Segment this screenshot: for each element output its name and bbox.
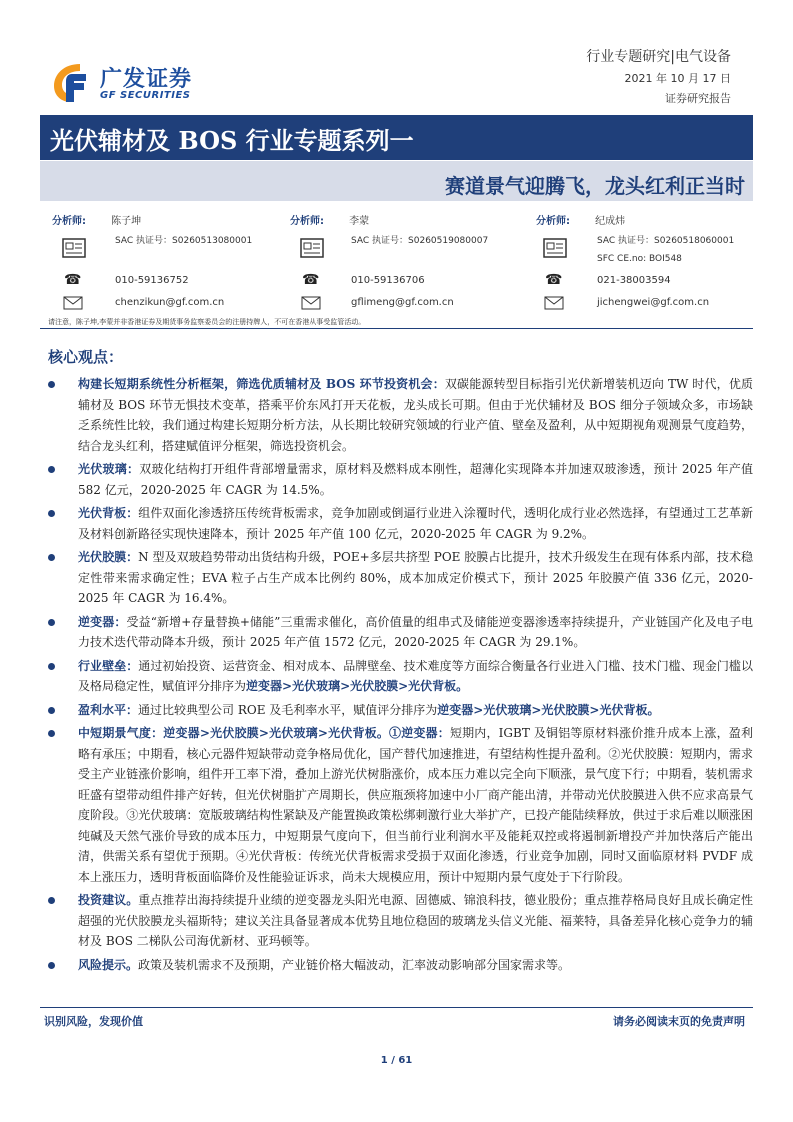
footer-slogan: 识别风险，发现价值 (44, 1015, 143, 1028)
analyst-sac: SAC 执证号：S0260518060001 (597, 236, 735, 246)
list-item: 光伏玻璃：双玻化结构打开组件背部增量需求，原材料及燃料成本刚性，超薄化实现降本并加速双玻渗透，预计 2025 年产值 582 亿元，2020-2025 年 CAGR 为 14.5%。 (48, 459, 753, 500)
gf-logo-icon (50, 60, 94, 104)
logo-text-en: GF SECURITIES (100, 90, 191, 101)
phone-icon: ☎ (545, 272, 563, 288)
analyst-block-1 (52, 209, 141, 228)
analyst-sfc: SFC CE.no: BOI548 (597, 254, 682, 264)
bullet-icon (48, 619, 55, 626)
bullet-icon (48, 730, 55, 737)
phone-icon: ☎ (302, 272, 320, 288)
analyst-phone: 021-38003594 (597, 275, 671, 286)
footer-divider (40, 1007, 753, 1008)
list-item: 构建长短期系统性分析框架，筛选优质辅材及 BOS 环节投资机会：双碳能源转型目标指引光伏新增装机迈向 TW 时代，优质辅材及 BOS 环节无惧技术变革，搭乘平价东风打开天花板，龙头成长可期。但由于光伏辅材及 BOS 细分子领域众多，市场缺乏系统性比较，我们通过构建长短期分析方法，从长期比较研究领域的行业产值、壁垒及盈利，从中短期视角观测景气度趋势，结合龙头红利，搭建赋值评分框架，筛选投资机会。 (48, 374, 753, 456)
list-item: 盈利水平：通过比较典型公司 ROE 及毛利率水平，赋值评分排序为逆变器>光伏玻璃>光伏胶膜>光伏背板。 (48, 700, 753, 721)
bullet-icon (48, 554, 55, 561)
analyst-label: 分析师: (52, 216, 86, 227)
analyst-block-2 (290, 209, 369, 228)
analyst-email[interactable]: chenzikun@gf.com.cn (115, 297, 225, 308)
list-item: 投资建议。重点推荐出海持续提升业绩的逆变器龙头阳光电源、固德威、锦浪科技，德业股份；重点推荐格局良好且成长确定性超强的光伏胶膜龙头福斯特；建议关注具备显著成本优势且地位稳固的玻璃龙头信义光能、福莱特，具备差异化核心竞争力的辅材及 BOS 二梯队公司海优新材、亚玛顿等。 (48, 890, 753, 952)
analyst-sac: SAC 执证号：S0260519080007 (351, 236, 489, 246)
page-number: 1 / 61 (380, 1055, 413, 1066)
certificate-icon (543, 238, 567, 258)
analyst-phone: 010-59136706 (351, 275, 425, 286)
logo-text: 广发证券 (100, 67, 193, 92)
mail-icon (544, 296, 564, 310)
analyst-email[interactable]: gflimeng@gf.com.cn (351, 297, 454, 308)
report-date: 2021 年 10 月 17 日 (624, 72, 731, 85)
phone-icon: ☎ (64, 272, 82, 288)
analyst-block-3 (536, 209, 625, 228)
certificate-icon (62, 238, 86, 258)
analyst-email[interactable]: jichengwei@gf.com.cn (597, 297, 710, 308)
section-title: 核心观点： (48, 348, 124, 366)
list-item: 中短期景气度：逆变器>光伏胶膜>光伏玻璃>光伏背板。①逆变器：短期内，IGBT 及铜铝等原材料涨价推升成本上涨，盈利略有承压；中期看，核心元器件短缺带动竞争格局优化，国产替代加速推进，有望结构性提升盈利。②光伏胶膜：短期内，需求受主产业链涨价影响，组件开工率下滑，叠加上游光伏树脂涨价，成本压力难以完全向下顺涨，景气度下行；中期看，装机需求旺盛有望带动组件排产好转，但光伏树脂扩产周期长，供应瓶颈将加速中小厂商产能出清，并带动光伏胶膜进入供不应求高景气度阶段。③光伏玻璃：宽版玻璃结构性紧缺及产能置换政策松绑刺激行业大举扩产，已投产能陆续释放，供过于求后难以顺涨困纯碱及天然气涨价导致的成本压力，中短期景气度向下，但当前行业利润水平及能耗双控或将遏制新增投产并加快落后产能出清，供需关系有望优于预期。④光伏背板：传统光伏背板需求受损于双面化渗透，行业竞争加剧，同时又面临原材料 PVDF 成本上涨压力，透明背板面临降价及性能验证诉求，尚未大规模应用，预计中短期内景气度处于下行阶段。 (48, 723, 753, 887)
footer-disclaimer-link[interactable]: 请务必阅读末页的免责声明 (613, 1015, 745, 1028)
list-item: 逆变器：受益“新增+存量替换+储能”三重需求催化，高价值量的组串式及储能逆变器渗透率持续提升，产业链国产化及电子电力技术迭代带动降本升级，预计 2025 年产值 1572 亿元，2020-2025 年 CAGR 为 29.1%。 (48, 612, 753, 653)
analyst-label: 分析师: (536, 216, 570, 227)
list-item: 行业壁垒：通过初始投资、运营资金、相对成本、品牌壁垒、技术难度等方面综合衡量各行业进入门槛、技术门槛、现金门槛以及格局稳定性，赋值评分排序为逆变器>光伏玻璃>光伏胶膜>光伏背板。 (48, 656, 753, 697)
page-title: 光伏辅材及 BOS 行业专题系列一 (50, 126, 414, 155)
bullet-icon (48, 381, 55, 388)
disclaimer: 请注意，陈子坤,李蒙并非香港证券及期货事务监察委员会的注册持牌人，不可在香港从事受监管活动。 (48, 318, 366, 326)
list-item: 光伏背板：组件双面化渗透挤压传统背板需求，竞争加剧或倒逼行业进入涂覆时代，透明化成行业必然选择，有望通过工艺革新及材料创新路径实现快速降本，预计 2025 年产值 100 亿元，2020-2025 年 CAGR 为 9.2%。 (48, 503, 753, 544)
analyst-name: 纪成炜 (595, 216, 626, 227)
bullet-icon (48, 897, 55, 904)
mail-icon (63, 296, 83, 310)
analyst-name: 李蒙 (349, 216, 370, 227)
bullet-list (48, 374, 753, 978)
list-item: 风险提示。政策及装机需求不及预期，产业链价格大幅波动，汇率波动影响部分国家需求等。 (48, 955, 753, 976)
divider (40, 328, 753, 329)
certificate-icon (300, 238, 324, 258)
bullet-icon (48, 663, 55, 670)
page-subtitle: 赛道景气迎腾飞，龙头红利正当时 (445, 174, 745, 198)
bullet-icon (48, 466, 55, 473)
analyst-name: 陈子坤 (111, 216, 142, 227)
bullet-icon (48, 707, 55, 714)
report-category: 行业专题研究|电气设备 (586, 49, 731, 65)
analyst-sac: SAC 执证号：S0260513080001 (115, 236, 253, 246)
analyst-label: 分析师: (290, 216, 324, 227)
bullet-icon (48, 510, 55, 517)
mail-icon (301, 296, 321, 310)
analyst-phone: 010-59136752 (115, 275, 189, 286)
report-type: 证券研究报告 (665, 92, 731, 105)
list-item: 光伏胶膜：N 型及双玻趋势带动出货结构升级，POE+多层共挤型 POE 胶膜占比提升，技术升级发生在现有体系内部，技术稳定性带来需求确定性；EVA 粒子占生产成本比例约 80%，成本加成定价模式下，预计 2025 年胶膜产值 336 亿元，2020-2025 年 CAGR 为 16.4%。 (48, 547, 753, 609)
bullet-icon (48, 962, 55, 969)
